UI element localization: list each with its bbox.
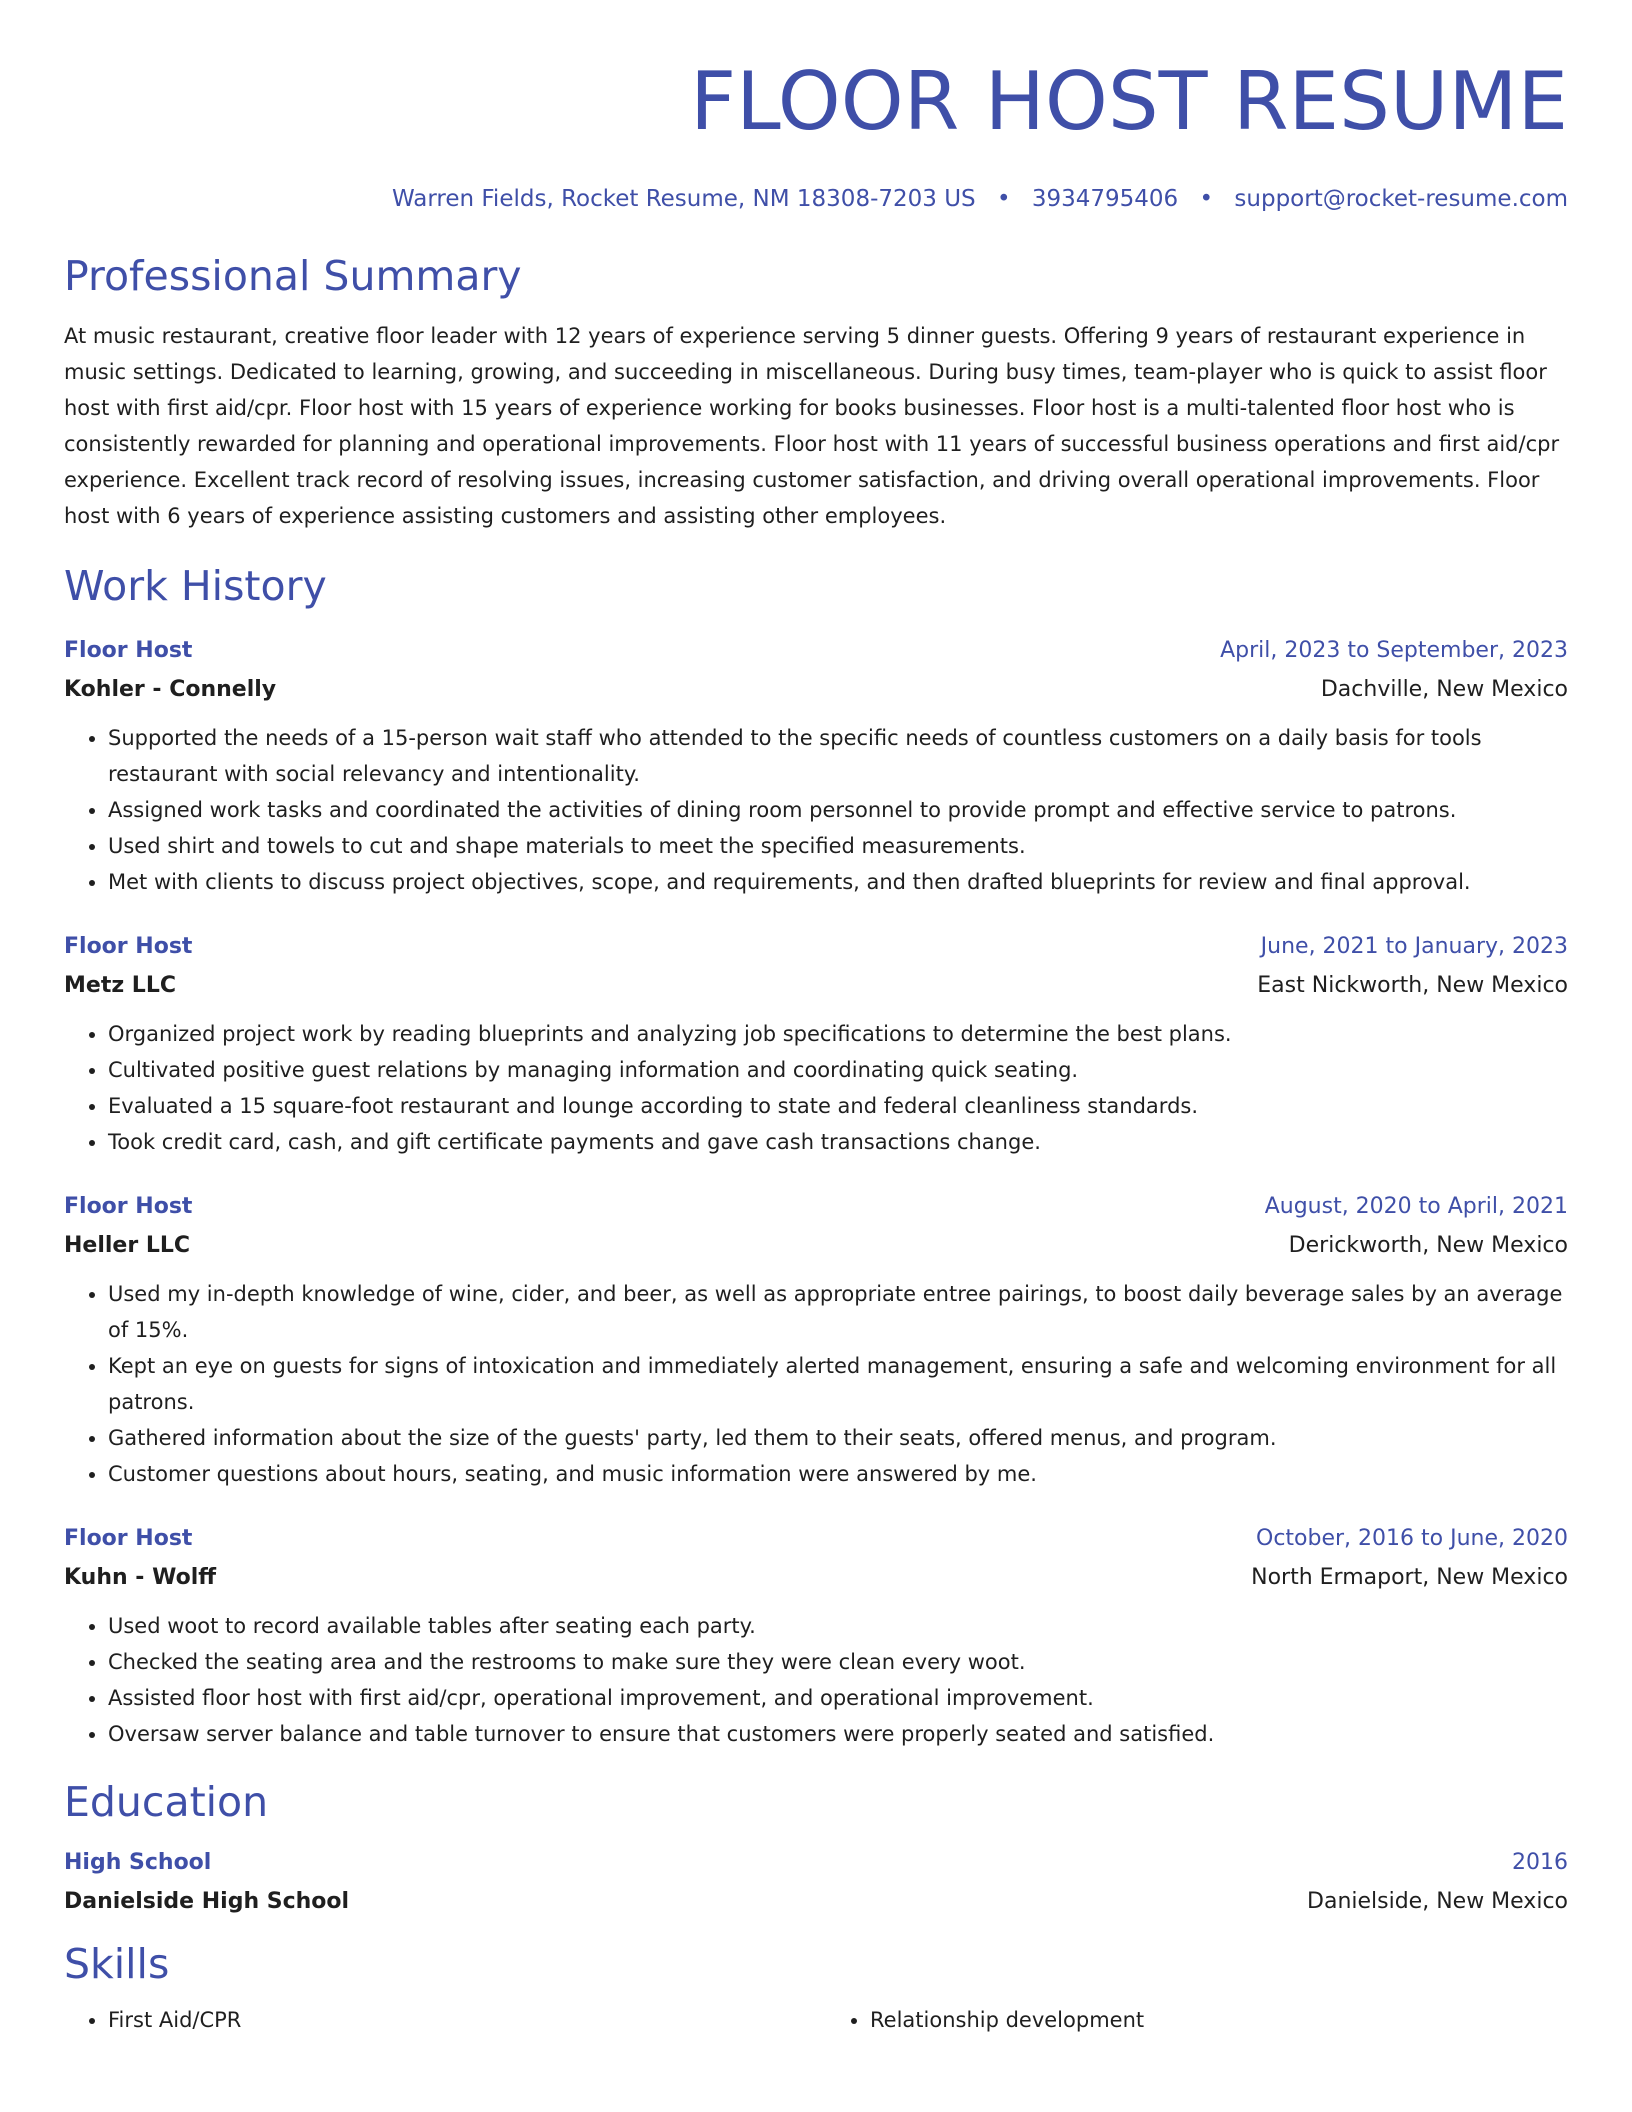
company-name: Heller LLC (64, 1233, 191, 1258)
job-location: North Ermaport, New Mexico (1251, 1565, 1568, 1590)
skills-column-right (826, 2002, 1568, 2038)
job-bullet: • Used shirt and towels to cut and shape materials to meet the specified measurements. (108, 828, 1568, 864)
job-bullet: • Organized project work by reading blueprints and analyzing job specifications to determine the best plans. (108, 1016, 1568, 1052)
resume-title: FLOOR HOST RESUME (690, 55, 1568, 148)
job-entry (64, 928, 1568, 1160)
contact-separator: • (996, 186, 1011, 212)
job-bullet: • Assigned work tasks and coordinated the activities of dining room personnel to provide prompt and effective service to patrons. (108, 792, 1568, 828)
job-title: Floor Host (64, 934, 193, 959)
job-bullet: • Took credit card, cash, and gift certificate payments and gave cash transactions change. (108, 1124, 1568, 1160)
job-bullet: • Customer questions about hours, seating, and music information were answered by me. (108, 1456, 1568, 1492)
section-heading-education: Education (64, 1778, 269, 1826)
job-bullet: • Used my in-depth knowledge of wine, cider, and beer, as well as appropriate entree pairings, to boost daily beverage sales by an average of 15%. (108, 1276, 1568, 1348)
skill-item: • First Aid/CPR (108, 2002, 806, 2038)
job-bullet: • Checked the seating area and the restrooms to make sure they were clean every woot. (108, 1644, 1568, 1680)
education-entry (64, 1844, 1568, 1922)
section-heading-work-history: Work History (64, 562, 327, 610)
skills-column-left (64, 2002, 806, 2038)
job-dates: October, 2016 to June, 2020 (1256, 1526, 1568, 1551)
skills-section (64, 1936, 1568, 2038)
education-year: 2016 (1512, 1850, 1568, 1875)
job-bullet: • Supported the needs of a 15-person wait staff who attended to the specific needs of countless customers on a daily basis for tools restaurant with social relevancy and intentionality. (108, 720, 1568, 792)
job-location: Derickworth, New Mexico (1288, 1233, 1568, 1258)
job-entry (64, 1520, 1568, 1752)
education-degree: High School (64, 1850, 212, 1875)
company-name: Kuhn - Wolff (64, 1565, 217, 1590)
company-name: Kohler - Connelly (64, 677, 277, 702)
section-heading-summary: Professional Summary (64, 252, 522, 300)
job-title: Floor Host (64, 638, 193, 663)
skill-item: • Relationship development (870, 2002, 1568, 2038)
contact-line (64, 182, 1568, 216)
job-bullet: • Cultivated positive guest relations by managing information and coordinating quick seating. (108, 1052, 1568, 1088)
summary-text: At music restaurant, creative floor leader with 12 years of experience serving 5 dinner guests. Offering 9 years of restaurant experience in music settings. Dedicated to learning, growing, and succeeding in miscellaneous. During busy times, team-player who is quick to assist floor host with first aid/cpr. Floor host with 15 years of experience working for books businesses. Floor host is a multi-talented floor host who is consistently rewarded for planning and operational improvements. Floor host with 11 years of successful business operations and first aid/cpr experience. Excellent track record of resolving issues, increasing customer satisfaction, and driving overall operational improvements. Floor host with 6 years of experience assisting customers and assisting other employees. (64, 324, 1560, 528)
job-bullets (64, 720, 1568, 900)
job-bullet: • Kept an eye on guests for signs of intoxication and immediately alerted management, ensuring a safe and welcoming environment for all patrons. (108, 1348, 1568, 1420)
job-entry (64, 1188, 1568, 1492)
job-bullet: • Oversaw server balance and table turnover to ensure that customers were properly seated and satisfied. (108, 1716, 1568, 1752)
job-bullet: • Assisted floor host with first aid/cpr, operational improvement, and operational improvement. (108, 1680, 1568, 1716)
job-bullet: • Met with clients to discuss project objectives, scope, and requirements, and then drafted blueprints for review and final approval. (108, 864, 1568, 900)
contact-address: Warren Fields, Rocket Resume, NM 18308-7203 US (391, 186, 976, 212)
skills-grid (64, 2002, 1568, 2038)
professional-summary-section (64, 248, 1568, 534)
school-name: Danielside High School (64, 1889, 350, 1914)
company-name: Metz LLC (64, 973, 176, 998)
job-location: East Nickworth, New Mexico (1257, 973, 1568, 998)
contact-separator: • (1199, 186, 1214, 212)
job-bullets (64, 1276, 1568, 1492)
job-dates: April, 2023 to September, 2023 (1220, 638, 1568, 663)
job-bullet: • Used woot to record available tables after seating each party. (108, 1608, 1568, 1644)
contact-phone: 3934795406 (1031, 186, 1179, 212)
job-bullets (64, 1608, 1568, 1752)
job-bullet: • Gathered information about the size of the guests' party, led them to their seats, offered menus, and program. (108, 1420, 1568, 1456)
education-section (64, 1774, 1568, 1922)
job-title: Floor Host (64, 1526, 193, 1551)
section-heading-skills: Skills (64, 1940, 170, 1988)
school-location: Danielside, New Mexico (1307, 1889, 1568, 1914)
contact-email: support@rocket-resume.com (1234, 186, 1568, 212)
work-history-section (64, 558, 1568, 1752)
job-bullets (64, 1016, 1568, 1160)
job-dates: August, 2020 to April, 2021 (1264, 1194, 1568, 1219)
job-location: Dachville, New Mexico (1320, 677, 1568, 702)
job-bullet: • Evaluated a 15 square-foot restaurant and lounge according to state and federal cleanliness standards. (108, 1088, 1568, 1124)
resume-page (64, 0, 1568, 2038)
job-entry (64, 632, 1568, 900)
job-title: Floor Host (64, 1194, 193, 1219)
job-dates: June, 2021 to January, 2023 (1260, 934, 1568, 959)
